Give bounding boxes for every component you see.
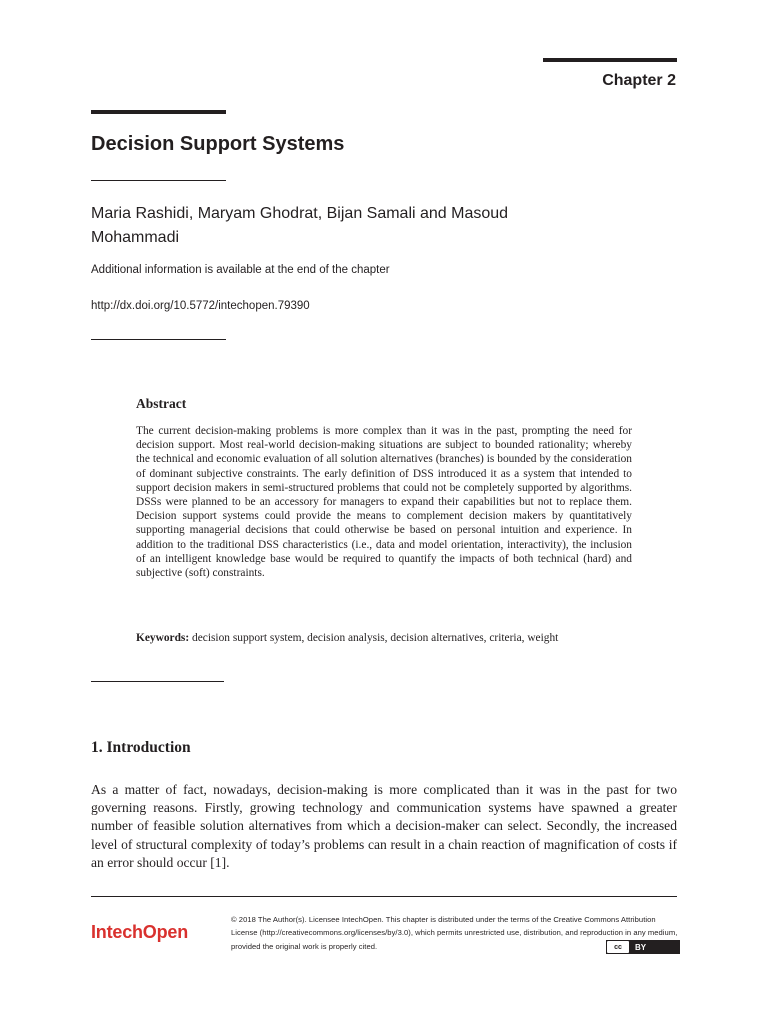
cc-by-badge-icon[interactable]	[606, 940, 680, 954]
footer-rule	[91, 896, 677, 897]
authors: Maria Rashidi, Maryam Ghodrat, Bijan Samali and Masoud Mohammadi	[91, 205, 509, 246]
doi-link[interactable]: http://dx.doi.org/10.5772/intechopen.79390	[91, 300, 310, 312]
publisher-logo: IntechOpen	[91, 922, 189, 942]
chapter-title: Decision Support Systems	[91, 133, 345, 155]
keywords	[136, 631, 632, 645]
cc-icon: cc	[607, 941, 629, 953]
abstract-end-rule	[91, 681, 224, 682]
introduction-heading: 1. Introduction	[91, 739, 191, 756]
keywords-text: decision support system, decision analysis, decision alternatives, criteria, weight	[192, 632, 559, 644]
title-bottom-rule	[91, 180, 226, 181]
chapter-label: Chapter 2	[602, 72, 676, 89]
top-right-rule	[543, 58, 677, 62]
header-end-rule	[91, 339, 226, 340]
by-label: BY	[635, 942, 647, 952]
abstract-heading: Abstract	[136, 396, 187, 411]
license-text: © 2018 The Author(s). Licensee IntechOpen. This chapter is distributed under the terms of the Creative Commons Attribution License (http://creativecommons.org/licenses/by/3.0), which permits unrestricted use, distribution, and reproduction in any medium, provided the original work is properly cited.	[231, 915, 678, 951]
title-top-rule	[91, 110, 226, 114]
additional-info: Additional information is available at the end of the chapter	[91, 264, 390, 276]
abstract-body: The current decision-making problems is more complex than it was in the past, prompting the need for decision support. Most real-world decision-making situations are subject to bounded rationality; whereby the technical and economic evaluation of all solution alternatives (branches) is bounded by the consideration of dominant subjective constraints. The early definition of DSS introduced it as a system that intended to support decision makers in semi-structured problems that could not be completely supported by algorithms. DSSs were planned to be an accessory for managers to expand their capabilities but not to replace them. Decision support systems could provide the means to complement decision makers by quantitatively supporting managerial decisions that could otherwise be based on personal intuition and experience. In addition to the traditional DSS characteristics (i.e., data and model orientation, interactivity), the inclusion of an intelligent knowledge base would be required to quantify the impacts of both technical (hard) and subjective (soft) constraints.	[136, 425, 632, 580]
keywords-label: Keywords:	[136, 632, 190, 644]
introduction-body: As a matter of fact, nowadays, decision-making is more complicated than it was in the past for two governing reasons. Firstly, growing technology and communication systems have spawned a greater number of feasible solution alternatives from which a decision-maker can select. Secondly, the increased level of structural complexity of today’s problems can result in a chain reaction of magnification of costs if an error should occur [1].	[91, 782, 677, 870]
